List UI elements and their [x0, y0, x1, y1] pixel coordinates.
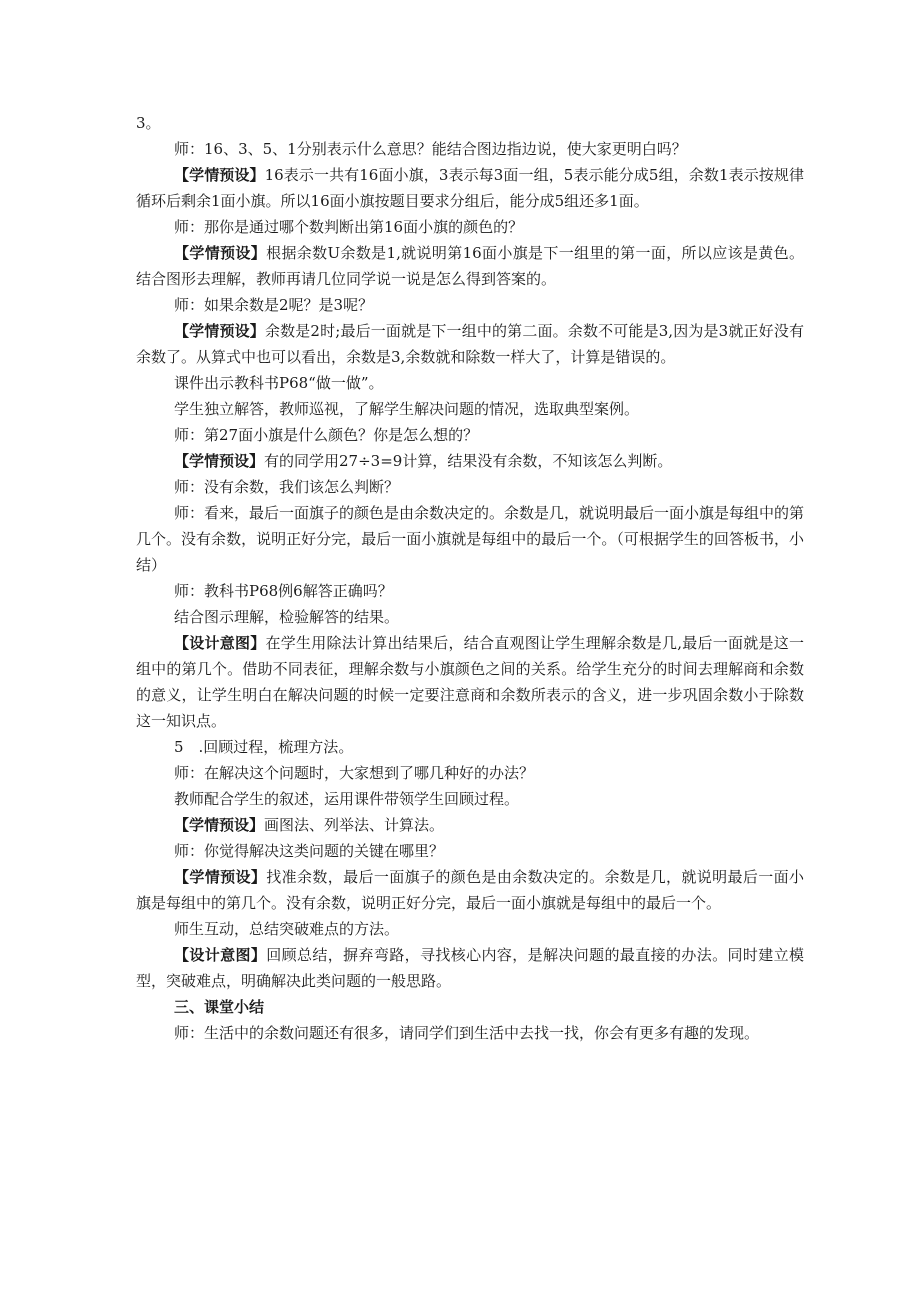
- paragraph-text: 师：看来，最后一面旗子的颜色是由余数决定的。余数是几，就说明最后一面小旗是每组中的第几个。没有余数，说明正好分完，最后一面小旗就是每组中的最后一个。（可根据学生的回答板书，小结）: [136, 504, 805, 574]
- paragraph-text: 余数是2时;最后一面就是下一组中的第二面。余数不可能是3,因为是3就正好没有余数了。从算式中也可以看出，余数是3,余数就和除数一样大了，计算是错误的。: [136, 322, 804, 366]
- paragraph-text: 师：16、3、5、1分别表示什么意思？能结合图边指边说，使大家更明白吗？: [174, 140, 687, 158]
- paragraph-text: 师生互动，总结突破难点的方法。: [174, 920, 400, 938]
- label-tag: 【学情预设】: [174, 322, 265, 340]
- paragraph-text: 师：如果余数是2呢？是3呢？: [174, 296, 374, 314]
- label-tag: 【设计意图】: [174, 946, 267, 964]
- label-tag: 【学情预设】: [174, 452, 265, 470]
- label-tag: 【学情预设】: [174, 816, 265, 834]
- paragraph-text: 教师配合学生的叙述，运用课件带领学生回顾过程。: [174, 790, 520, 808]
- paragraph-text: 师：没有余数，我们该怎么判断？: [174, 478, 400, 496]
- paragraph-9: [136, 396, 804, 422]
- paragraph-text: 3。: [136, 114, 161, 132]
- paragraph-text: 有的同学用27÷3=9计算，结果没有余数，不知该怎么判断。: [264, 452, 673, 470]
- paragraph-text: 师：你觉得解决这类问题的关键在哪里？: [174, 842, 445, 860]
- paragraph-17: [136, 734, 804, 760]
- paragraph-10: [136, 422, 804, 448]
- paragraph-11: [136, 448, 804, 474]
- paragraph-text: 找准余数，最后一面旗子的颜色是由余数决定的。余数是几，就说明最后一面小旗是每组中的第几个。没有余数，说明正好分完，最后一面小旗就是每组中的最后一个。: [136, 868, 804, 912]
- paragraph-text: 16表示一共有16面小旗，3表示每3面一组，5表示能分成5组，余数1表示按规律循环后剩余1面小旗。所以16面小旗按题目要求分组后，能分成5组还多1面。: [136, 166, 804, 210]
- paragraph-text: 师：那你是通过哪个数判断出第16面小旗的颜色的？: [174, 218, 524, 236]
- paragraph-5: [136, 240, 804, 292]
- paragraph-2: [136, 136, 804, 162]
- paragraph-20: [136, 812, 804, 838]
- paragraph-1: [136, 110, 804, 136]
- paragraph-13: [136, 500, 804, 578]
- paragraph-22: [136, 864, 804, 916]
- paragraph-8: [136, 370, 804, 396]
- paragraph-text: 师：在解决这个问题时，大家想到了哪几种好的办法？: [174, 764, 535, 782]
- label-tag: 【学情预设】: [174, 166, 265, 184]
- paragraph-4: [136, 214, 804, 240]
- label-tag: 【学情预设】: [174, 868, 267, 886]
- document-body: [136, 110, 804, 1046]
- paragraph-26: [136, 1020, 804, 1046]
- paragraph-23: [136, 916, 804, 942]
- paragraph-6: [136, 292, 804, 318]
- paragraph-text: 结合图示理解，检验解答的结果。: [174, 608, 400, 626]
- paragraph-7: [136, 318, 804, 370]
- paragraph-12: [136, 474, 804, 500]
- paragraph-24: [136, 942, 804, 994]
- label-tag: 【设计意图】: [174, 634, 266, 652]
- paragraph-21: [136, 838, 804, 864]
- paragraph-16: [136, 630, 804, 734]
- paragraph-text: 回顾总结，摒弃弯路，寻找核心内容，是解决问题的最直接的办法。同时建立模型，突破难点，明确解决此类问题的一般思路。: [136, 946, 804, 990]
- paragraph-14: [136, 578, 804, 604]
- paragraph-text: 师：教科书P68例6解答正确吗？: [174, 582, 393, 600]
- paragraph-text: 根据余数U余数是1,就说明第16面小旗是下一组里的第一面，所以应该是黄色。结合图形去理解，教师再请几位同学说一说是怎么得到答案的。: [136, 244, 804, 288]
- paragraph-text: 课件出示教科书P68“做一做”。: [174, 374, 384, 392]
- paragraph-text: 师：生活中的余数问题还有很多，请同学们到生活中去找一找，你会有更多有趣的发现。: [174, 1024, 760, 1042]
- paragraph-text: 5 .回顾过程，梳理方法。: [174, 738, 354, 756]
- paragraph-text: 在学生用除法计算出结果后，结合直观图让学生理解余数是几,最后一面就是这一组中的第几个。借助不同表征，理解余数与小旗颜色之间的关系。给学生充分的时间去理解商和余数的意义，让学生明白在解决问题的时候一定要注意商和余数所表示的含义，进一步巩固余数小于除数这一知识点。: [136, 634, 804, 730]
- paragraph-18: [136, 760, 804, 786]
- paragraph-text: 学生独立解答，教师巡视，了解学生解决问题的情况，选取典型案例。: [174, 400, 640, 418]
- section-heading-text: 三、课堂小结: [174, 998, 265, 1016]
- paragraph-text: 画图法、列举法、计算法。: [264, 816, 445, 834]
- paragraph-text: 师：第27面小旗是什么颜色？你是怎么想的？: [174, 426, 479, 444]
- section-heading: [136, 994, 804, 1020]
- label-tag: 【学情预设】: [174, 244, 267, 262]
- paragraph-3: [136, 162, 804, 214]
- paragraph-15: [136, 604, 804, 630]
- paragraph-19: [136, 786, 804, 812]
